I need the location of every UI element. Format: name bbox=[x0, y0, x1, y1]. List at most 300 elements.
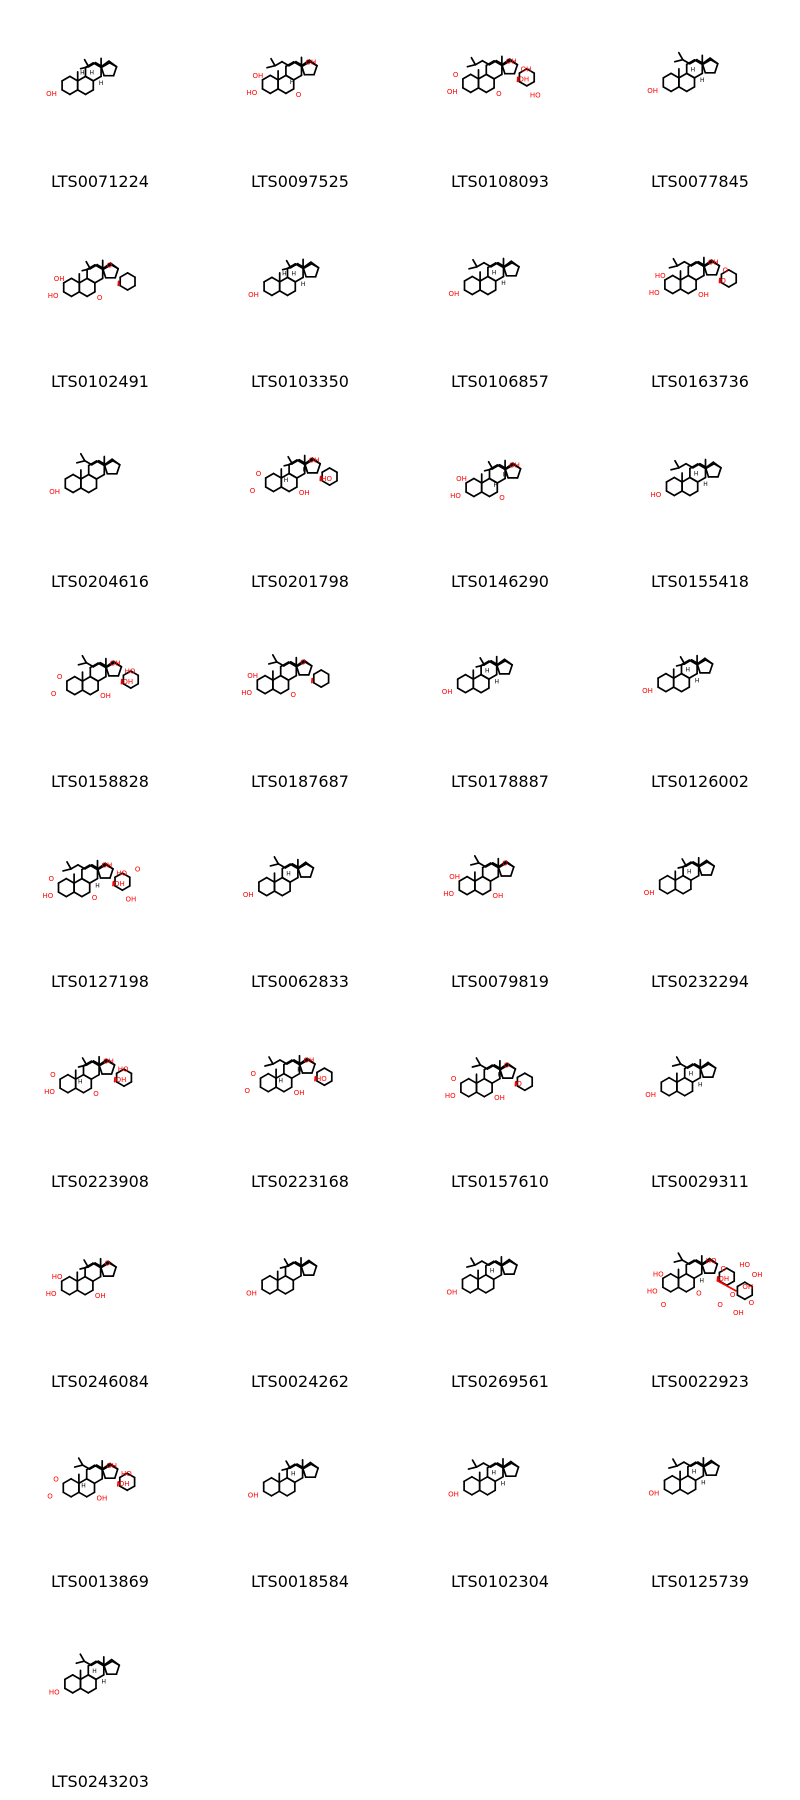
heteroatom-label: OH bbox=[742, 1282, 754, 1291]
ring-bond bbox=[120, 286, 127, 290]
heteroatom-label: OH bbox=[751, 1270, 763, 1279]
ring-bond bbox=[483, 877, 491, 882]
branch-bond bbox=[267, 66, 275, 68]
ring-bond bbox=[272, 291, 280, 296]
ring-bond bbox=[716, 1466, 719, 1475]
branch-bond bbox=[476, 665, 484, 667]
ring-bond bbox=[270, 75, 278, 80]
compound-cell bbox=[400, 1400, 600, 1600]
compound-id-label: LTS0071224 bbox=[51, 172, 149, 191]
ring-bond bbox=[67, 677, 75, 682]
chain-bond bbox=[479, 863, 486, 867]
ring-bond bbox=[481, 675, 489, 680]
ring-bond bbox=[475, 890, 483, 895]
ring-bond bbox=[275, 891, 283, 896]
branch-bond bbox=[472, 1065, 480, 1067]
heteroatom-label: HO bbox=[739, 1260, 751, 1269]
chain-bond bbox=[677, 262, 684, 266]
chain-bond bbox=[273, 1060, 280, 1064]
ring-bond bbox=[472, 1490, 480, 1495]
heteroatom-label: OH bbox=[53, 274, 65, 283]
hydrogen-label: H bbox=[494, 678, 499, 686]
ring-bond bbox=[512, 1069, 515, 1078]
branch-bond bbox=[269, 662, 277, 664]
branch-bond bbox=[282, 1468, 290, 1470]
ring-bond bbox=[667, 491, 675, 496]
molecule-structure bbox=[200, 1400, 400, 1550]
branch-bond bbox=[271, 59, 275, 66]
ring-bond bbox=[479, 74, 487, 79]
ring-bond bbox=[89, 475, 97, 480]
branch-bond bbox=[677, 664, 685, 666]
compound-id-label: LTS0024262 bbox=[251, 1372, 349, 1391]
molecule-structure bbox=[400, 600, 600, 750]
heteroatom-label: HO bbox=[444, 1092, 456, 1101]
ring-bond bbox=[321, 683, 328, 687]
ring-bond bbox=[261, 1074, 269, 1079]
ring-bond bbox=[658, 674, 666, 679]
branch-bond bbox=[83, 1058, 87, 1065]
hydrogen-label: H bbox=[289, 79, 295, 87]
hydrogen-label: H bbox=[491, 269, 497, 277]
molecule-structure bbox=[600, 1200, 800, 1350]
compound-cell bbox=[0, 800, 200, 1000]
ring-bond bbox=[480, 290, 488, 295]
ring-bond bbox=[667, 478, 675, 483]
branch-bond bbox=[678, 1253, 682, 1260]
ring-bond bbox=[663, 1287, 671, 1292]
ring-bond bbox=[466, 675, 474, 680]
chain-bond bbox=[475, 1261, 482, 1265]
ring-bond bbox=[272, 1491, 280, 1496]
heteroatom-label: O bbox=[748, 1298, 755, 1307]
compound-cell bbox=[400, 1200, 600, 1400]
hydrogen-label: H bbox=[699, 1277, 705, 1285]
ring-bond bbox=[286, 89, 294, 94]
ring-bond bbox=[467, 877, 475, 882]
hydrogen-label: H bbox=[81, 1482, 86, 1490]
branch-bond bbox=[270, 864, 278, 866]
ring-bond bbox=[62, 76, 70, 81]
ring-bond bbox=[120, 273, 127, 277]
heteroatom-label: HO bbox=[44, 1088, 55, 1097]
hydrogen-label: H bbox=[95, 882, 100, 890]
ring-bond bbox=[685, 1078, 693, 1083]
compound-id-label: LTS0243203 bbox=[51, 1772, 149, 1791]
molecule-structure bbox=[600, 1400, 800, 1550]
ring-bond bbox=[658, 687, 666, 692]
branch-bond bbox=[80, 1267, 88, 1269]
ring-bond bbox=[65, 475, 73, 480]
branch-bond bbox=[82, 269, 90, 271]
compound-id-label: LTS0146290 bbox=[451, 572, 549, 591]
compound-cell bbox=[600, 600, 800, 800]
ring-bond bbox=[464, 1490, 472, 1495]
ring-bond bbox=[673, 289, 681, 294]
ring-bond bbox=[492, 1079, 500, 1084]
ring-bond bbox=[267, 878, 275, 883]
compound-id-label: LTS0163736 bbox=[651, 372, 749, 391]
heteroatom-label: OH bbox=[643, 889, 655, 898]
compound-cell bbox=[200, 600, 400, 800]
compound-id-label: LTS0125739 bbox=[651, 1572, 749, 1591]
heteroatom-label: HO bbox=[652, 1270, 664, 1279]
ring-bond bbox=[265, 676, 273, 681]
heteroatom-label: O bbox=[255, 470, 262, 478]
compound-id-label: LTS0158828 bbox=[51, 772, 149, 791]
compound-cell bbox=[0, 1000, 200, 1200]
ring-bond bbox=[516, 267, 519, 276]
ring-bond bbox=[267, 891, 275, 896]
compound-cell bbox=[0, 600, 200, 800]
ring-bond bbox=[268, 1074, 276, 1079]
compound-id-label: LTS0126002 bbox=[651, 772, 749, 791]
branch-bond bbox=[467, 65, 475, 67]
ring-bond bbox=[314, 66, 317, 75]
ring-bond bbox=[112, 1065, 115, 1074]
ring-bond bbox=[516, 1467, 519, 1476]
ring-bond bbox=[82, 879, 90, 884]
ring-bond bbox=[290, 878, 298, 883]
branch-bond bbox=[274, 857, 278, 864]
heteroatom-label: OH bbox=[115, 1076, 127, 1084]
ring-bond bbox=[281, 676, 289, 681]
chain-bond bbox=[278, 864, 285, 868]
ring-bond bbox=[65, 1675, 73, 1680]
ring-bond bbox=[666, 687, 674, 692]
ring-bond bbox=[72, 292, 80, 297]
compound-id-label: LTS0108093 bbox=[451, 172, 549, 191]
heteroatom-label: HO bbox=[450, 492, 461, 500]
heteroatom-label: OH bbox=[125, 895, 137, 904]
ring-bond bbox=[73, 1675, 81, 1680]
ring-bond bbox=[70, 1277, 78, 1282]
ring-bond bbox=[494, 1275, 502, 1280]
chain-bond bbox=[83, 1465, 90, 1469]
heteroatom-label: O bbox=[295, 90, 302, 99]
compound-cell bbox=[200, 1000, 400, 1200]
ring-bond bbox=[686, 1274, 694, 1279]
ring-bond bbox=[463, 1275, 471, 1280]
hydrogen-label: H bbox=[282, 270, 287, 278]
chain-bond bbox=[71, 865, 78, 869]
ring-bond bbox=[679, 73, 687, 78]
branch-bond bbox=[469, 267, 477, 269]
ring-bond bbox=[259, 878, 267, 883]
compound-cell bbox=[0, 200, 200, 400]
compound-id-label: LTS0097525 bbox=[251, 172, 349, 191]
ring-bond bbox=[710, 664, 713, 673]
branch-bond bbox=[269, 1057, 273, 1064]
chain-bond bbox=[482, 61, 489, 65]
ring-bond bbox=[663, 73, 671, 78]
ring-bond bbox=[680, 1489, 688, 1494]
heteroatom-label: HO bbox=[646, 1287, 658, 1296]
ring-bond bbox=[128, 273, 135, 277]
molecule-structure bbox=[400, 0, 600, 150]
ring-bond bbox=[62, 1290, 70, 1295]
branch-bond bbox=[287, 261, 291, 268]
compound-cell bbox=[200, 1200, 400, 1400]
molecule-structure bbox=[0, 600, 200, 750]
ring-bond bbox=[677, 1091, 685, 1096]
branch-bond bbox=[469, 1467, 477, 1469]
heteroatom-label: OH bbox=[101, 861, 113, 870]
branch-bond bbox=[673, 1064, 681, 1066]
ring-bond bbox=[314, 670, 321, 674]
molecule-structure bbox=[200, 200, 400, 350]
heteroatom-label: OH bbox=[114, 880, 125, 888]
chain-bond bbox=[275, 62, 282, 66]
branch-bond bbox=[281, 1266, 289, 1268]
ring-bond bbox=[79, 278, 87, 283]
heteroatom-label: OH bbox=[246, 1289, 257, 1298]
ring-bond bbox=[682, 478, 690, 483]
ring-bond bbox=[315, 1468, 318, 1477]
heteroatom-label: O bbox=[729, 1290, 736, 1299]
compound-cell bbox=[200, 800, 400, 1000]
ring-bond bbox=[509, 665, 512, 674]
compound-id-label: LTS0013869 bbox=[51, 1572, 149, 1591]
hydrogen-label: H bbox=[302, 466, 307, 474]
hydrogen-label: H bbox=[687, 868, 692, 876]
ring-bond bbox=[63, 1479, 71, 1484]
ring-bond bbox=[687, 87, 695, 92]
ring-bond bbox=[284, 1087, 292, 1092]
ring-bond bbox=[674, 491, 682, 496]
ring-bond bbox=[68, 1088, 76, 1093]
compound-cell bbox=[600, 1000, 800, 1200]
chain-bond bbox=[84, 1661, 91, 1665]
ring-bond bbox=[273, 689, 281, 694]
compound-id-label: LTS0029311 bbox=[651, 1172, 749, 1191]
heteroatom-label: OH bbox=[303, 1056, 315, 1065]
hydrogen-label: H bbox=[685, 666, 690, 674]
branch-bond bbox=[669, 1466, 677, 1468]
heteroatom-label: HO bbox=[654, 272, 666, 280]
ring-bond bbox=[711, 866, 714, 875]
ring-bond bbox=[262, 1276, 270, 1281]
ring-bond bbox=[85, 1290, 93, 1295]
heteroatom-label: O bbox=[502, 859, 508, 868]
molecule-structure bbox=[600, 600, 800, 750]
hydrogen-label: H bbox=[78, 1078, 83, 1086]
ring-bond bbox=[481, 688, 489, 693]
ring-bond bbox=[696, 276, 704, 281]
heteroatom-label: OH bbox=[103, 1057, 114, 1066]
ring-bond bbox=[668, 876, 676, 881]
compound-cell bbox=[600, 0, 800, 200]
hydrogen-label: H bbox=[690, 66, 696, 74]
ring-bond bbox=[81, 1688, 89, 1693]
compound-id-label: LTS0246084 bbox=[51, 1372, 149, 1391]
ring-bond bbox=[665, 289, 673, 294]
compound-cell bbox=[200, 200, 400, 400]
heteroatom-label: O bbox=[696, 1289, 702, 1298]
heteroatom-label: O bbox=[50, 1071, 56, 1080]
ring-bond bbox=[484, 1092, 492, 1097]
branch-bond bbox=[467, 1265, 475, 1267]
molecule-structure bbox=[200, 1200, 400, 1350]
ring-bond bbox=[478, 1275, 486, 1280]
ring-bond bbox=[713, 1068, 716, 1077]
ring-bond bbox=[63, 1492, 71, 1497]
ring-bond bbox=[488, 277, 496, 282]
hydrogen-label: H bbox=[489, 1267, 495, 1275]
ring-bond bbox=[289, 474, 297, 479]
hydrogen-label: H bbox=[701, 1479, 706, 1487]
compound-cell bbox=[400, 400, 600, 600]
ring-bond bbox=[75, 677, 83, 682]
ring-bond bbox=[278, 1276, 286, 1281]
ring-bond bbox=[73, 488, 81, 493]
ring-bond bbox=[691, 876, 699, 881]
ring-bond bbox=[679, 1287, 687, 1292]
ring-bond bbox=[88, 1688, 96, 1693]
heteroatom-label: OH bbox=[247, 672, 259, 681]
branch-bond bbox=[471, 863, 479, 865]
ring-bond bbox=[62, 1277, 70, 1282]
ring-bond bbox=[477, 1092, 485, 1097]
ring-bond bbox=[272, 277, 280, 282]
molecule-structure bbox=[0, 1400, 200, 1550]
ring-bond bbox=[70, 1290, 78, 1295]
branch-bond bbox=[81, 454, 85, 461]
heteroatom-label: OH bbox=[494, 1094, 505, 1103]
ring-bond bbox=[286, 1276, 294, 1281]
ring-bond bbox=[66, 879, 74, 884]
compound-cell bbox=[200, 1400, 400, 1600]
ring-bond bbox=[95, 1479, 103, 1484]
heteroatom-label: O bbox=[47, 1492, 53, 1501]
heteroatom-label: OH bbox=[520, 65, 532, 74]
ring-bond bbox=[472, 277, 480, 282]
heteroatom-label: O bbox=[106, 261, 113, 270]
branch-bond bbox=[85, 60, 89, 67]
ring-bond bbox=[314, 683, 321, 687]
heteroatom-label: OH bbox=[446, 1288, 458, 1297]
heteroatom-label: OH bbox=[308, 456, 320, 465]
ring-bond bbox=[727, 1268, 734, 1272]
hydrogen-label: H bbox=[278, 1077, 283, 1085]
ring-bond bbox=[690, 478, 698, 483]
hydrogen-label: H bbox=[98, 80, 104, 88]
ring-bond bbox=[688, 276, 696, 281]
ring-bond bbox=[682, 674, 690, 679]
ring-bond bbox=[469, 1092, 477, 1097]
heteroatom-label: OH bbox=[118, 1480, 130, 1489]
branch-bond bbox=[82, 656, 86, 663]
ring-bond bbox=[66, 892, 74, 897]
ring-bond bbox=[84, 1075, 92, 1080]
ring-bond bbox=[466, 688, 474, 693]
ring-bond bbox=[674, 478, 682, 483]
ring-bond bbox=[71, 1479, 79, 1484]
ring-bond bbox=[78, 90, 86, 95]
ring-bond bbox=[78, 76, 86, 81]
ring-bond bbox=[473, 688, 481, 693]
molecule-structure bbox=[600, 200, 800, 350]
branch-bond bbox=[677, 1057, 681, 1064]
heteroatom-label: O bbox=[499, 494, 505, 502]
ring-bond bbox=[74, 892, 82, 897]
heteroatom-label: O bbox=[452, 70, 459, 79]
ring-bond bbox=[482, 479, 490, 484]
ring-bond bbox=[675, 889, 683, 894]
ring-bond bbox=[471, 88, 479, 93]
heteroatom-label: OH bbox=[448, 1490, 459, 1499]
ring-bond bbox=[688, 1476, 696, 1481]
hydrogen-label: H bbox=[300, 281, 306, 289]
ring-bond bbox=[486, 1288, 494, 1293]
ring-bond bbox=[314, 1266, 317, 1275]
ring-bond bbox=[514, 1265, 517, 1274]
heteroatom-label: HO bbox=[648, 289, 660, 297]
ring-bond bbox=[474, 492, 482, 497]
compound-id-label: LTS0102491 bbox=[51, 372, 149, 391]
heteroatom-label: O bbox=[300, 658, 306, 667]
branch-bond bbox=[674, 1260, 682, 1262]
branch-bond bbox=[67, 862, 71, 869]
ring-bond bbox=[663, 1274, 671, 1279]
heteroatom-label: OH bbox=[448, 290, 460, 298]
heteroatom-label: O bbox=[720, 1264, 727, 1273]
ring-bond bbox=[77, 1290, 85, 1295]
heteroatom-label: OH bbox=[449, 873, 461, 882]
heteroatom-label: HO bbox=[51, 1273, 63, 1282]
heteroatom-label: OH bbox=[707, 258, 719, 267]
ring-bond bbox=[473, 675, 481, 680]
ring-bond bbox=[466, 479, 474, 484]
heteroatom-label: OH bbox=[505, 57, 517, 66]
compound-id-label: LTS0157610 bbox=[451, 1172, 549, 1191]
chain-bond bbox=[484, 263, 491, 267]
branch-bond bbox=[675, 60, 683, 62]
ring-bond bbox=[686, 1287, 694, 1292]
ring-bond bbox=[525, 1086, 532, 1090]
branch-bond bbox=[671, 468, 679, 470]
branch-bond bbox=[473, 260, 477, 267]
molecule-structure bbox=[400, 1200, 600, 1350]
ring-bond bbox=[270, 1289, 278, 1294]
chain-bond bbox=[280, 1060, 287, 1064]
ring-bond bbox=[110, 869, 113, 878]
ring-bond bbox=[88, 1675, 96, 1680]
molecule-structure bbox=[400, 1400, 600, 1550]
ring-bond bbox=[288, 277, 296, 282]
ring-bond bbox=[490, 492, 498, 497]
ring-bond bbox=[295, 1478, 303, 1483]
compound-id-label: LTS0155418 bbox=[651, 572, 749, 591]
ring-bond bbox=[461, 1079, 469, 1084]
ring-bond bbox=[287, 1478, 295, 1483]
ring-bond bbox=[280, 277, 288, 282]
chain-bond bbox=[683, 60, 690, 64]
ring-bond bbox=[91, 1075, 99, 1080]
chain-bond bbox=[482, 1261, 489, 1265]
molecule-structure bbox=[400, 200, 600, 350]
hydrogen-label: H bbox=[80, 69, 85, 77]
ring-bond bbox=[685, 1091, 693, 1096]
ring-bond bbox=[729, 270, 736, 274]
branch-bond bbox=[78, 663, 86, 665]
heteroatom-label: OH bbox=[648, 1489, 660, 1498]
ring-bond bbox=[660, 876, 668, 881]
compound-id-label: LTS0102304 bbox=[451, 1572, 549, 1591]
ring-bond bbox=[479, 88, 487, 93]
heteroatom-label: O bbox=[250, 1070, 257, 1079]
ring-bond bbox=[673, 276, 681, 281]
